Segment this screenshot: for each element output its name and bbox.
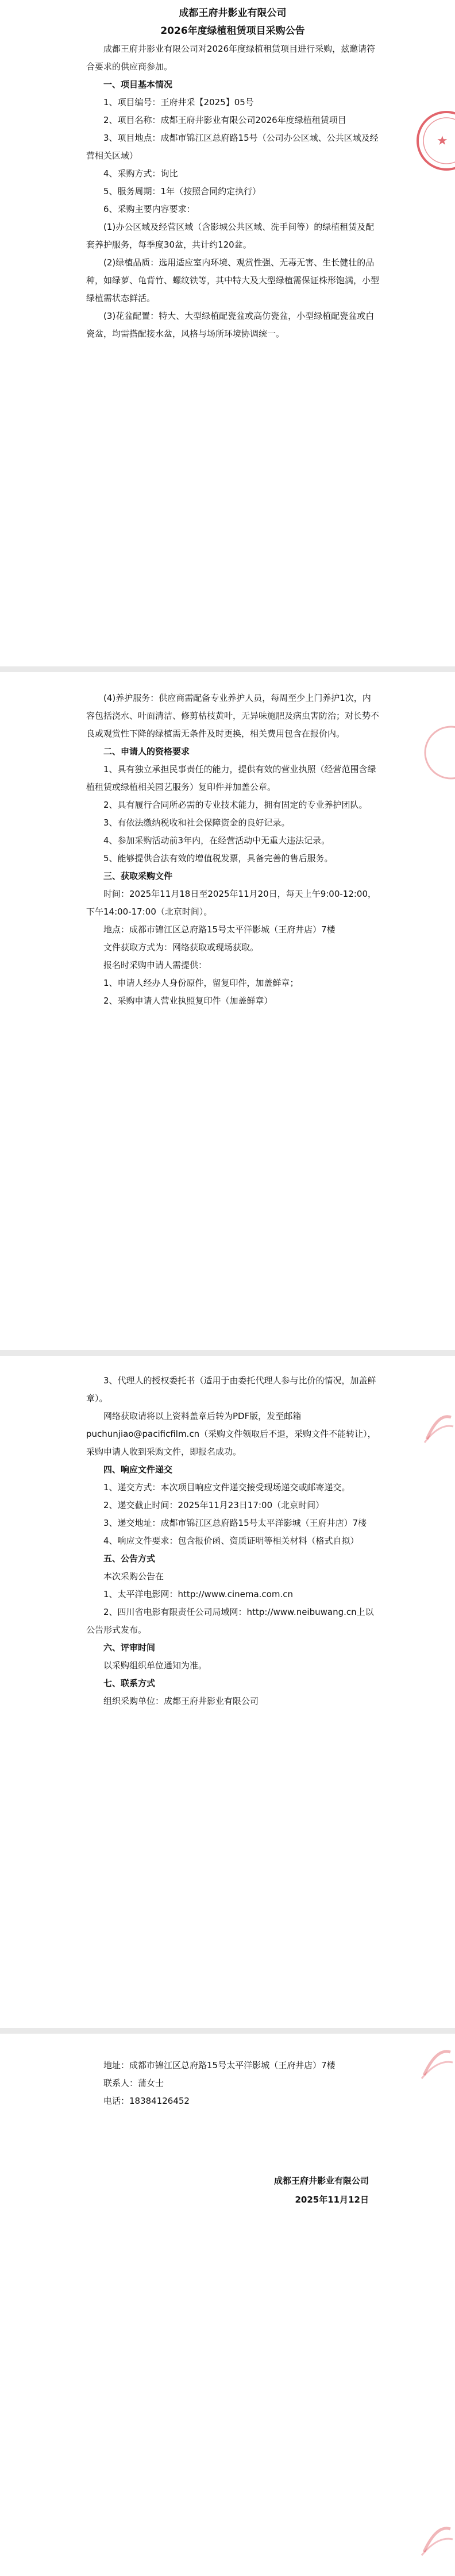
submission-method: 1、递交方式：本次项目响应文件递交接受现场递交或邮寄递交。 (103, 1482, 350, 1493)
review-time: 以采购组织单位通知为准。 (103, 1660, 207, 1671)
page-4-body (86, 2057, 379, 2110)
pacific-logo-watermark (419, 2522, 454, 2556)
page-4 (0, 2034, 455, 2576)
section-7-heading: 七、联系方式 (103, 1678, 156, 1688)
section-1-heading: 一、项目基本情况 (103, 79, 173, 90)
section-2-heading: 二、申请人的资格要求 (103, 746, 190, 757)
requirement-1: (1)办公区域及经营区域（含影城公共区域、洗手间等）的绿植租赁及配套养护服务，每季度30盆，共计约120盆。 (86, 222, 375, 250)
main-requirements: 6、采购主要内容要求： (103, 204, 195, 214)
qualification-4: 4、参加采购活动前3年内，在经营活动中无重大违法记录。 (103, 835, 330, 846)
qualification-3: 3、有依法缴纳税收和社会保障资金的良好记录。 (103, 817, 290, 828)
section-5-heading: 五、公告方式 (103, 1553, 156, 1564)
intro-paragraph: 成都王府井影业有限公司对2026年度绿植租赁项目进行采购，兹邀请符合要求的供应商参加。 (86, 44, 376, 72)
company-seal (422, 724, 455, 781)
requirement-4: (4)养护服务：供应商需配备专业养护人员，每周至少上门养护1次，内容包括浇水、叶面清洁、修剪枯枝黄叶，无异味施肥及病虫害防治；对长势不良或观赏性下降的绿植需无条件及时更换，相关费用包含在报价内。 (86, 693, 380, 739)
qualification-5: 5、能够提供合法有效的增值税发票，具备完善的售后服务。 (103, 853, 333, 863)
registration-item-3: 3、代理人的授权委托书（适用于由委托代理人参与比价的情况，加盖鲜章）。 (86, 1375, 376, 1403)
pacific-logo-watermark (419, 2045, 454, 2080)
signature-block (274, 2172, 369, 2209)
pacific-logo-watermark (422, 1410, 454, 1445)
registration-item-1: 1、申请人经办人身份原件，留复印件，加盖鲜章； (103, 978, 299, 988)
submission-address: 3、递交地址：成都市锦江区总府路15号太平洋影城（王府井店）7楼 (103, 1518, 367, 1528)
project-name: 2、项目名称：成都王府井影业有限公司2026年度绿植租赁项目 (103, 115, 346, 125)
registration-item-2: 2、采购申请人营业执照复印件（加盖鲜章） (103, 996, 273, 1006)
page-1-body (86, 5, 379, 343)
announcement-title: 2026年度绿植租赁项目采购公告 (160, 25, 305, 37)
organizer: 组织采购单位：成都王府井影业有限公司 (103, 1696, 259, 1706)
registration-note: 报名时采购申请人需提供： (103, 960, 207, 970)
document-location: 地点：成都市锦江区总府路15号太平洋影城（王府井店）7楼 (103, 924, 336, 935)
company-title: 成都王府井影业有限公司 (179, 7, 287, 19)
page-1 (0, 0, 455, 666)
contact-person: 联系人：蒲女士 (103, 2078, 164, 2088)
requirement-3: (3)花盆配置：特大、大型绿植配瓷盆或高仿瓷盆，小型绿植配瓷盆或白瓷盆，均需搭配接水盆，风格与场所环境协调统一。 (86, 311, 375, 339)
section-3-heading: 三、获取采购文件 (103, 871, 173, 881)
publication-site-2: 2、四川省电影有限责任公司局域网：http://www.neibuwang.cn上以公告形式发布。 (86, 1607, 374, 1635)
publication-site-1: 1、太平洋电影网：http://www.cinema.com.cn (103, 1589, 293, 1599)
qualification-2: 2、具有履行合同所必需的专业技术能力，拥有固定的专业养护团队。 (103, 800, 368, 810)
section-4-heading: 四、响应文件递交 (103, 1464, 173, 1475)
section-6-heading: 六、评审时间 (103, 1642, 156, 1653)
page-3 (0, 1356, 455, 2028)
submission-requirements: 4、响应文件要求：包含报价函、资质证明等相关材料（格式自拟） (103, 1536, 359, 1546)
company-seal (415, 109, 455, 172)
svg-text:★: ★ (437, 134, 448, 148)
document-method: 文件获取方式为：网络获取或现场获取。 (103, 942, 259, 952)
requirement-2: (2)绿植品质：选用适应室内环境、观赏性强、无毒无害、生长健壮的品种，如绿萝、龟背竹、螺纹铁等，其中特大及大型绿植需保证株形饱满，小型绿植需状态鲜活。 (86, 257, 380, 303)
procurement-method: 4、采购方式：询比 (103, 168, 178, 179)
contact-phone: 电话：18384126452 (103, 2096, 190, 2106)
submission-deadline: 2、递交截止时间：2025年11月23日17:00（北京时间） (103, 1500, 325, 1510)
signature-date: 2025年11月12日 (295, 2195, 369, 2205)
document-time: 时间：2025年11月18日至2025年11月20日，每天上午9:00-12:00，下午14:00-17:00（北京时间）。 (86, 889, 377, 917)
page-2-body (86, 689, 379, 1010)
signature-company: 成都王府井影业有限公司 (273, 2176, 369, 2186)
contact-address: 地址：成都市锦江区总府路15号太平洋影城（王府井店）7楼 (103, 2060, 336, 2070)
online-submission-note (86, 1407, 379, 1461)
project-number: 1、项目编号：王府井采【2025】05号 (103, 97, 254, 107)
qualification-1: 1、具有独立承担民事责任的能力，提供有效的营业执照（经营范围含绿植租赁或绿植相关园艺服务）复印件并加盖公章。 (86, 764, 376, 792)
publication-note: 本次采购公告在 (103, 1571, 164, 1582)
online-submission-text: 网络获取请将以上资料盖章后转为PDF版，发至邮箱 puchunjiao@pacificfilm.cn（采购文件领取后不退，采购文件不能转让），采购申请人收到采购文件，即报名成功。 (86, 1411, 376, 1457)
page-2 (0, 672, 455, 1350)
service-period: 5、服务周期：1年（按照合同约定执行） (103, 186, 261, 196)
project-location: 3、项目地点：成都市锦江区总府路15号（公司办公区域、公共区域及经营相关区域） (86, 133, 379, 161)
page-3-body (86, 1372, 379, 1710)
